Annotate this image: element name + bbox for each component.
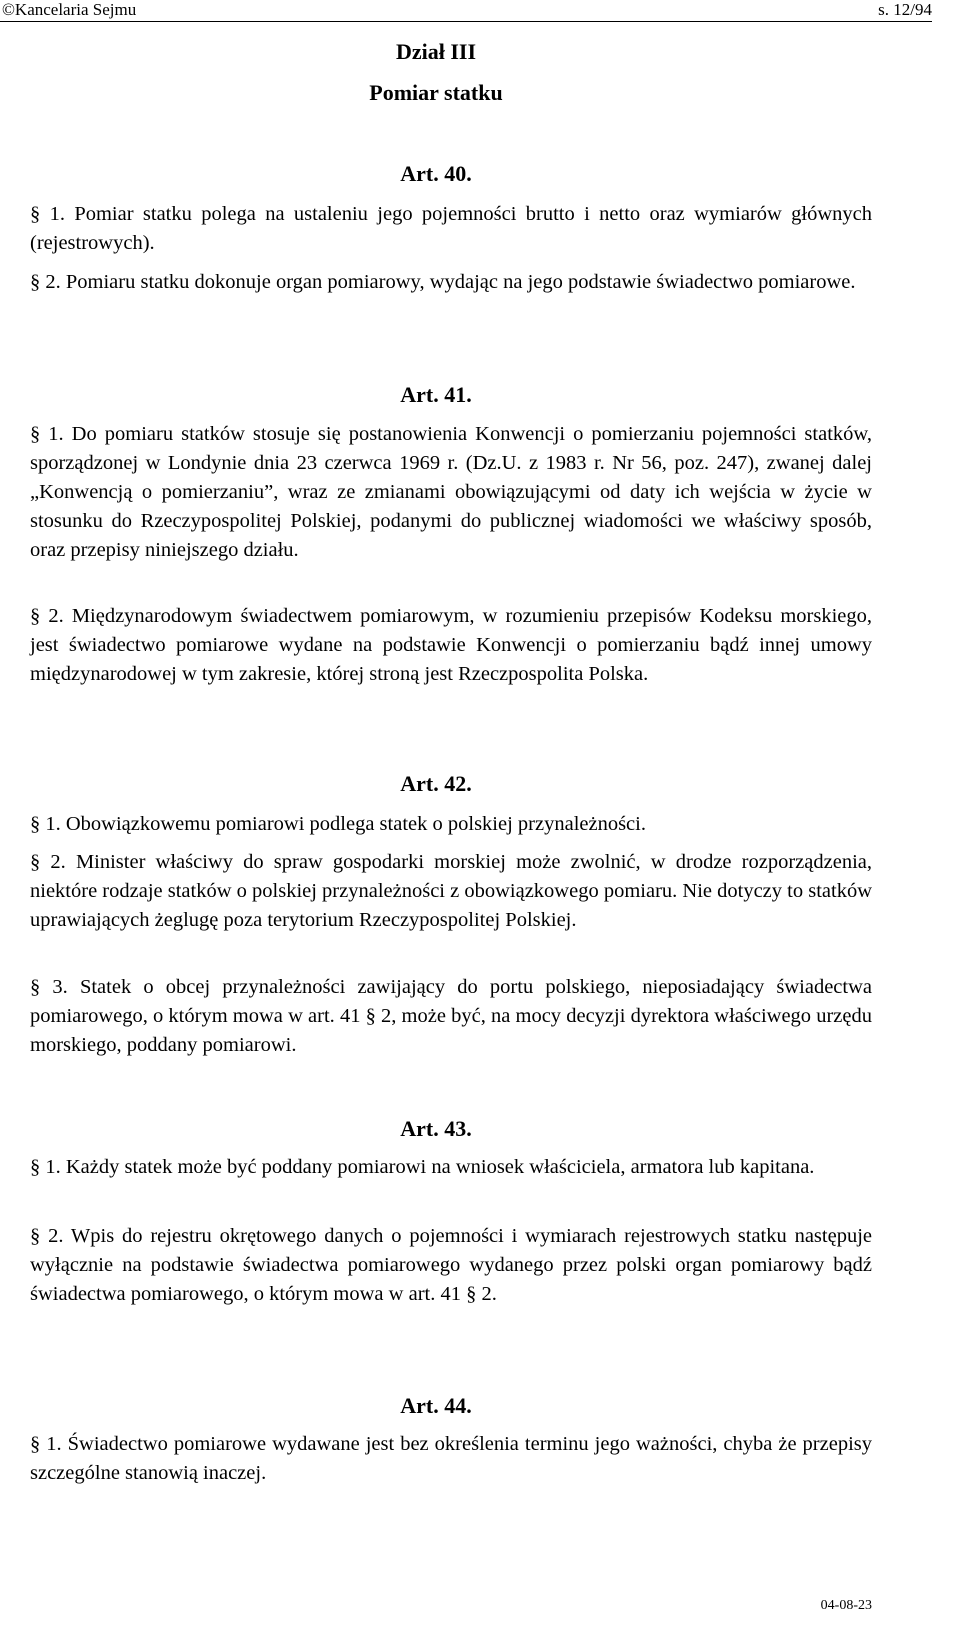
article-paragraph: § 1. Obowiązkowemu pomiarowi podlega statek o polskiej przynależności. (30, 813, 646, 835)
header-divider (0, 21, 932, 22)
article-title: Art. 42. (400, 771, 472, 796)
article-paragraph: § 3. Statek o obcej przynależności zawijający do portu polskiego, nieposiadający świadectwa pomiarowego, o którym mowa w art. 41 § 2, może być, na mocy decyzji dyrektora właściwego urzędu morskiego, poddany pomiarowi. (30, 976, 872, 1056)
section-title: Pomiar statku (369, 80, 503, 105)
article-title: Art. 40. (400, 161, 472, 186)
article-paragraph: § 1. Świadectwo pomiarowe wydawane jest bez określenia terminu jego ważności, chyba że przepisy szczególne stanowią inaczej. (30, 1433, 872, 1484)
article-paragraph: § 2. Wpis do rejestru okrętowego danych o pojemności i wymiarach rejestrowych statku następuje wyłącznie na podstawie świadectwa pomiarowego wydanego przez polski organ pomiarowy bądź świadectwa pomiarowego, o którym mowa w art. 41 § 2. (30, 1225, 872, 1305)
publisher-label: ©Kancelaria Sejmu (2, 0, 137, 19)
article-paragraph: § 1. Każdy statek może być poddany pomiarowi na wniosek właściciela, armatora lub kapitana. (30, 1156, 815, 1178)
page-number: s. 12/94 (878, 0, 932, 19)
article-title: Art. 44. (400, 1393, 472, 1418)
article-title: Art. 41. (400, 382, 472, 407)
footer-date: 04-08-23 (820, 1598, 872, 1613)
article-paragraph: § 2. Pomiaru statku dokonuje organ pomiarowy, wydając na jego podstawie świadectwo pomiarowe. (30, 271, 856, 293)
article-paragraph: § 1. Do pomiaru statków stosuje się postanowienia Konwencji o pomierzaniu pojemności statków, sporządzonej w Londynie dnia 23 czerwca 1969 r. (Dz.U. z 1983 r. Nr 56, poz. 247), zwanej dalej „Konwencją o pomierzaniu”, wraz ze zmianami obowiązującymi od daty ich wejścia w życie w stosunku do Rzeczypospolitej Polskiej, podanymi do publicznej wiadomości we właściwy sposób, oraz przepisy niniejszego działu. (30, 423, 872, 561)
section-number: Dział III (395, 39, 477, 64)
article-title: Art. 43. (400, 1116, 472, 1141)
article-paragraph: § 1. Pomiar statku polega na ustaleniu jego pojemności brutto i netto oraz wymiarów głównych (rejestrowych). (30, 203, 872, 254)
article-paragraph: § 2. Minister właściwy do spraw gospodarki morskiej może zwolnić, w drodze rozporządzenia, niektóre rodzaje statków o polskiej przynależności z obowiązkowego pomiaru. Nie dotyczy to statków uprawiających żeglugę poza terytorium Rzeczypospolitej Polskiej. (30, 851, 872, 931)
page-header (0, 0, 932, 22)
article-paragraph: § 2. Międzynarodowym świadectwem pomiarowym, w rozumieniu przepisów Kodeksu morskiego, jest świadectwo pomiarowe wydane na podstawie Konwencji o pomierzaniu bądź innej umowy międzynarodowej w tym zakresie, której stroną jest Rzeczpospolita Polska. (30, 605, 872, 685)
